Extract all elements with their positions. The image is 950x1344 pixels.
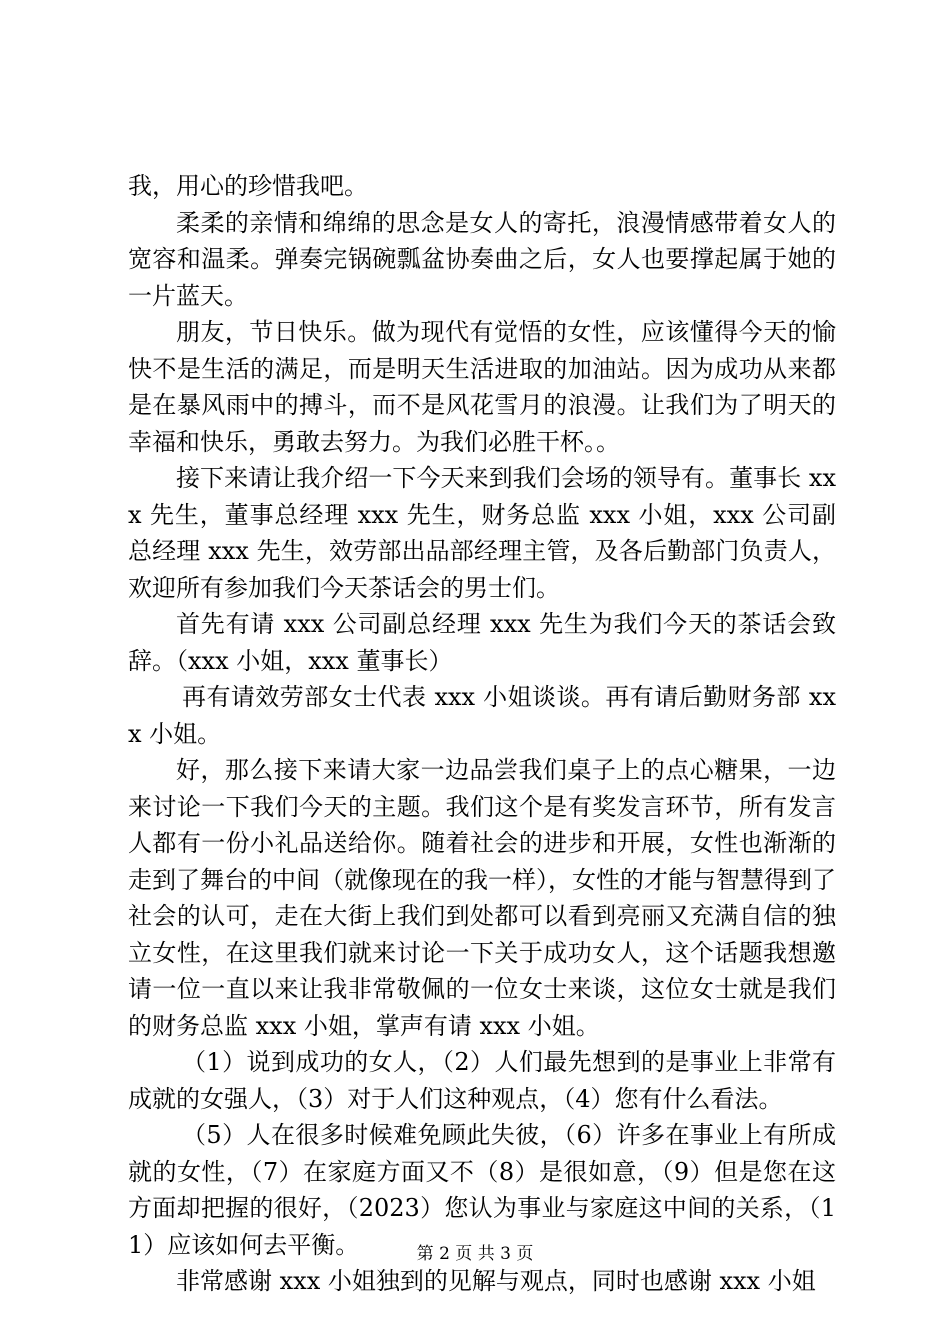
- paragraph-9: （5）人在很多时候难免顾此失彼，（6）许多在事业上有所成就的女性，（7）在家庭方面又不（8）是很如意，（9）但是您在这方面却把握的很好，（2023）您认为事业与家庭这中间的关系，（11）应该如何去平衡。: [128, 1121, 836, 1259]
- paragraph-1: 我，用心的珍惜我吧。: [128, 172, 368, 200]
- paragraph-10: 非常感谢 xxx 小姐独到的见解与观点，同时也感谢 xxx 小姐: [176, 1267, 816, 1295]
- paragraph-7: 好，那么接下来请大家一边品尝我们桌子上的点心糖果，一边来讨论一下我们今天的主题。我们这个是有奖发言环节，所有发言人都有一份小礼品送给你。随着社会的进步和开展，女性也渐渐的走到了舞台的中间（就像现在的我一样），女性的才能与智慧得到了社会的认可，走在大街上我们到处都可以看到亮丽又充满自信的独立女性，在这里我们就来讨论一下关于成功女人，这个话题我想邀请一位一直以来让我非常敬佩的一位女士来谈，这位女士就是我们的财务总监 xxx 小姐，掌声有请 xxx 小姐。: [128, 756, 836, 1040]
- paragraph-5: 首先有请 xxx 公司副总经理 xxx 先生为我们今天的茶话会致辞。（xxx 小姐，xxx 董事长）: [128, 610, 836, 675]
- document-body: [128, 168, 836, 1300]
- paragraph-8: （1）说到成功的女人，（2）人们最先想到的是事业上非常有成就的女强人，（3）对于人们这种观点，（4）您有什么看法。: [128, 1048, 836, 1113]
- paragraph-2: 柔柔的亲情和绵绵的思念是女人的寄托，浪漫情感带着女人的宽容和温柔。弹奏完锅碗瓢盆协奏曲之后，女人也要撑起属于她的一片蓝天。: [128, 208, 836, 310]
- page-number-footer: 第 2 页 共 3 页: [416, 1244, 534, 1264]
- paragraph-4: 接下来请让我介绍一下今天来到我们会场的领导有。董事长 xxx 先生，董事总经理 xxx 先生，财务总监 xxx 小姐，xxx 公司副总经理 xxx 先生，效劳部出品部经理主管，及各后勤部门负责人，欢迎所有参加我们今天茶话会的男士们。: [128, 464, 836, 602]
- paragraph-6: 再有请效劳部女士代表 xxx 小姐谈谈。再有请后勤财务部 xxx 小姐。: [128, 683, 836, 748]
- paragraph-3: 朋友，节日快乐。做为现代有觉悟的女性，应该懂得今天的愉快不是生活的满足，而是明天生活进取的加油站。因为成功从来都是在暴风雨中的搏斗，而不是风花雪月的浪漫。让我们为了明天的幸福和快乐，勇敢去努力。为我们必胜干杯。。: [128, 318, 836, 456]
